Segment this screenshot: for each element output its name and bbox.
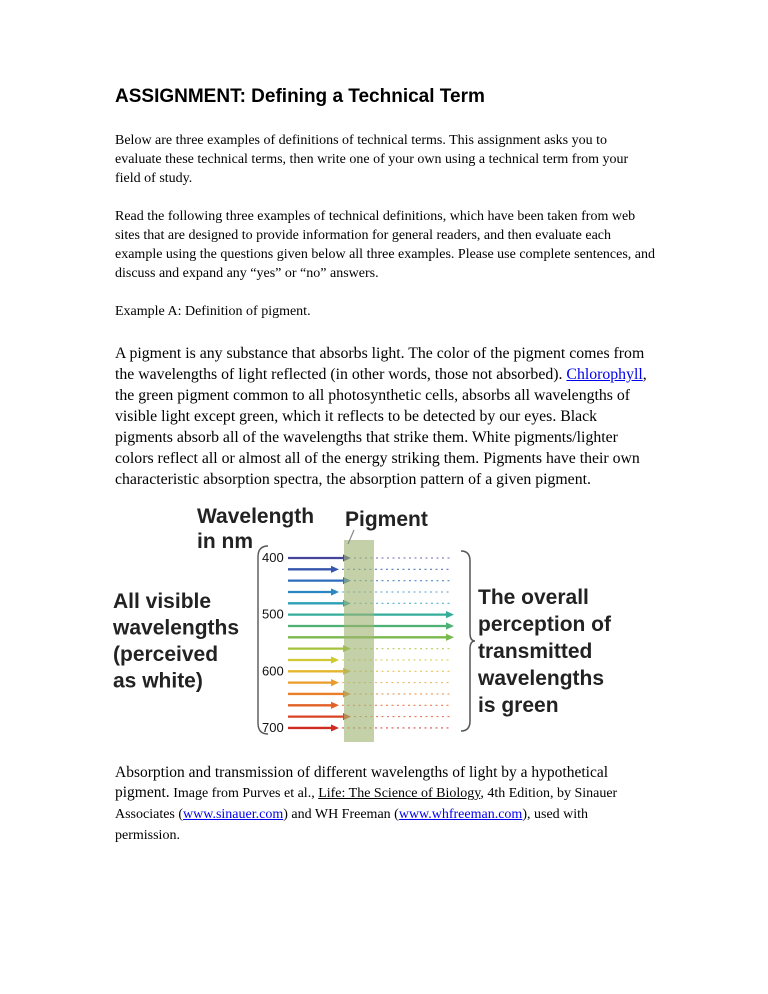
caption-credit-mid1: , 4th Edition, by Sinauer Associates ( [115, 786, 618, 822]
wavelength-axis-label-line-2: in nm [197, 530, 253, 553]
book-title: Life: The Science of Biology [318, 786, 481, 801]
right-brace [461, 551, 475, 731]
page-title: ASSIGNMENT: Defining a Technical Term [115, 86, 485, 107]
definition-text-before-link: A pigment is any substance that absorbs light. The color of the pigment comes from the wavelengths of light reflected (in other words, those not absorbed). [115, 345, 645, 383]
arrowhead-700 [331, 724, 339, 731]
left-label-line-2: wavelengths [113, 616, 240, 640]
arrowhead-540 [446, 634, 454, 641]
left-label-line-4: as white) [113, 669, 203, 693]
right-label-line-1: The overall [478, 586, 589, 609]
arrowhead-520 [446, 622, 454, 629]
wavelength-axis-label-line-1: Wavelength [197, 505, 315, 528]
caption-credit-suffix: ), used with permission. [115, 807, 589, 843]
tick-label-500: 500 [262, 606, 284, 622]
arrowhead-500 [446, 611, 454, 618]
right-label-line-5: is green [478, 694, 559, 717]
pigment-diagram [107, 500, 656, 757]
left-bracket [258, 546, 268, 734]
whfreeman-link[interactable]: www.whfreeman.com [398, 807, 523, 822]
pigment-absorption-diagram [107, 500, 667, 752]
right-label-line-3: transmitted [478, 640, 593, 663]
left-label-line-1: All visible [113, 590, 212, 613]
caption-main-text: Absorption and transmission of different wavelengths of light by a hypothetical pigment. [115, 764, 609, 801]
caption-credit-mid2: ) and WH Freeman ( [283, 807, 399, 822]
intro-paragraph: Below are three examples of definitions of technical terms. This assignment asks you to evaluate these technical terms, then write one of your own using a technical term from your field of study. [115, 133, 629, 186]
right-label-line-2: perception of [478, 613, 612, 636]
tick-label-400: 400 [262, 550, 284, 565]
left-label-line-3: (perceived [113, 643, 219, 666]
arrowhead-580 [331, 656, 339, 663]
arrowhead-660 [331, 702, 339, 709]
caption-credit-prefix: Image from Purves et al., [169, 786, 319, 801]
pigment-bar [344, 540, 374, 742]
right-label-line-4: wavelengths [478, 667, 605, 690]
arrowhead-420 [331, 566, 339, 573]
chlorophyll-link[interactable]: Chlorophyll [566, 366, 643, 383]
definition-text-after-link: , the green pigment common to all photosynthetic cells, absorbs all wavelengths of visible light except green, which it reflects to be detected by our eyes. Black pigments absorb all of the wavelengths that strike them. White pigments/lighter colors reflect all or almost all of the energy striking them. Pigments have their own characteristic absorption spectra, the absorption pattern of a given pigment. [115, 366, 647, 488]
figure-caption [115, 763, 656, 846]
arrowhead-460 [331, 588, 339, 595]
tick-label-700: 700 [262, 720, 284, 736]
sinauer-link[interactable]: www.sinauer.com [183, 807, 284, 822]
arrowhead-620 [331, 679, 339, 686]
caption-credit-text [115, 786, 617, 843]
example-a-label: Example A: Definition of pigment. [115, 304, 311, 319]
pigment-label: Pigment [345, 508, 428, 531]
definition-paragraph [115, 343, 656, 490]
instructions-paragraph: Read the following three examples of technical definitions, which have been taken from web sites that are designed to provide information for general readers, and then evaluate each example using the questions given below all three examples. Please use complete sentences, and discuss and expand any “yes” or “no” answers. [115, 209, 656, 281]
tick-label-600: 600 [262, 663, 284, 679]
